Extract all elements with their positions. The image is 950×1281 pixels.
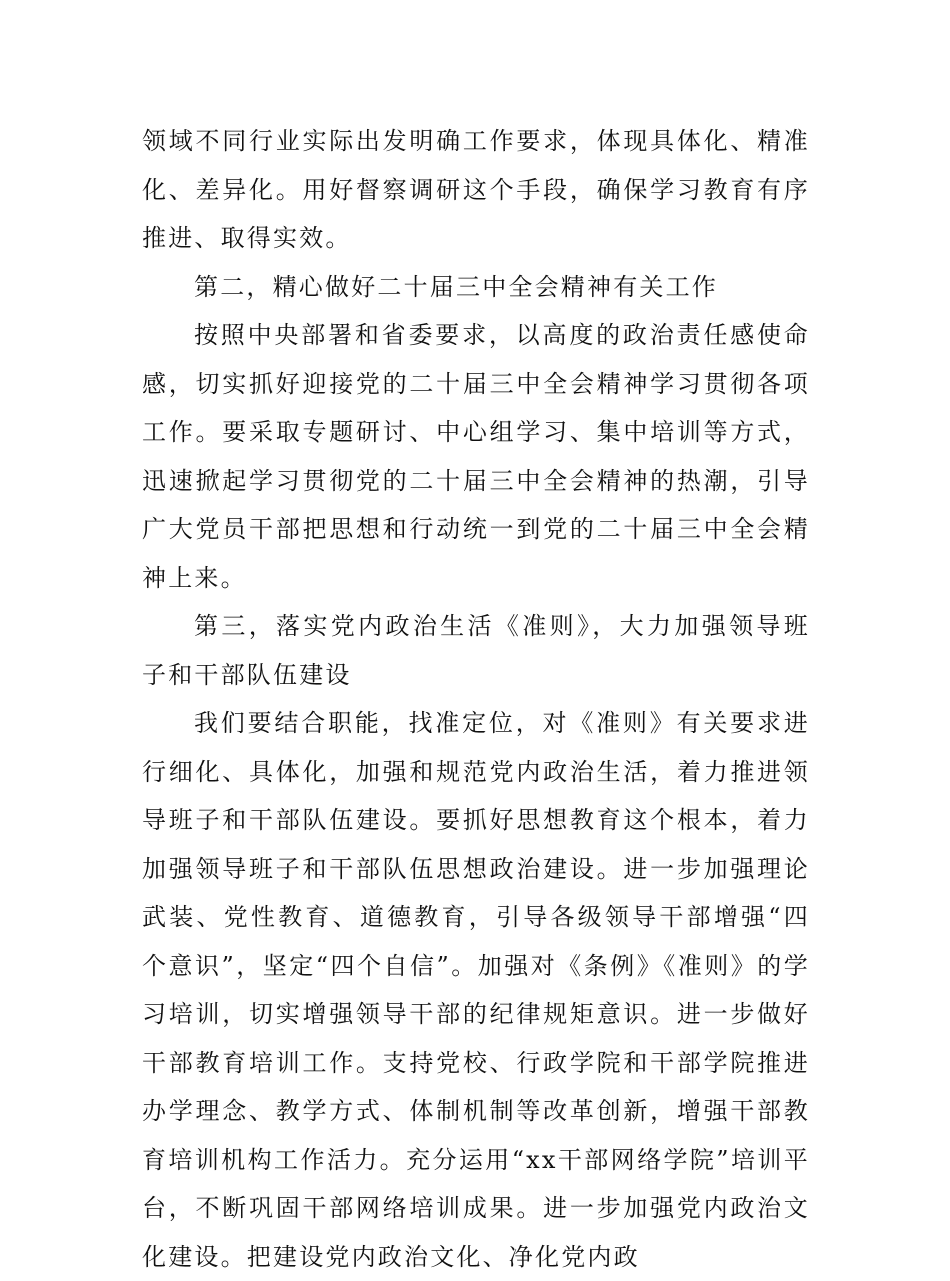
document-body (142, 117, 810, 1281)
paragraph-continuation: 领域不同行业实际出发明确工作要求，体现具体化、精准化、差异化。用好督察调研这个手段，确保学习教育有序推进、取得实效。 (142, 127, 810, 252)
section-heading-second: 第二，精心做好二十届三中全会精神有关工作 (194, 272, 718, 301)
paragraph-second-section-body: 按照中央部署和省委要求，以高度的政治责任感使命感，切实抓好迎接党的二十届三中全会精神学习贯彻各项工作。要采取专题研讨、中心组学习、集中培训等方式，迅速掀起学习贯彻党的二十届三中全会精神的热潮，引导广大党员干部把思想和行动统一到党的二十届三中全会精神上来。 (142, 321, 810, 592)
section-heading-third: 第三，落实党内政治生活《准则》，大力加强领导班子和干部队伍建设 (142, 612, 810, 689)
paragraph-third-section-body: 我们要结合职能，找准定位，对《准则》有关要求进行细化、具体化，加强和规范党内政治生活，着力推进领导班子和干部队伍建设。要抓好思想教育这个根本，着力加强领导班子和干部队伍思想政治建设。进一步加强理论武装、党性教育、道德教育，引导各级领导干部增强“四个意识”，坚定“四个自信”。加强对《条例》《准则》的学习培训，切实增强领导干部的纪律规矩意识。进一步做好干部教育培训工作。支持党校、行政学院和干部学院推进办学理念、教学方式、体制机制等改革创新，增强干部教育培训机构工作活力。充分运用“xx干部网络学院”培训平台，不断巩固干部网络培训成果。进一步加强党内政治文化建设。把建设党内政治文化、净化党内政 (142, 709, 810, 1271)
